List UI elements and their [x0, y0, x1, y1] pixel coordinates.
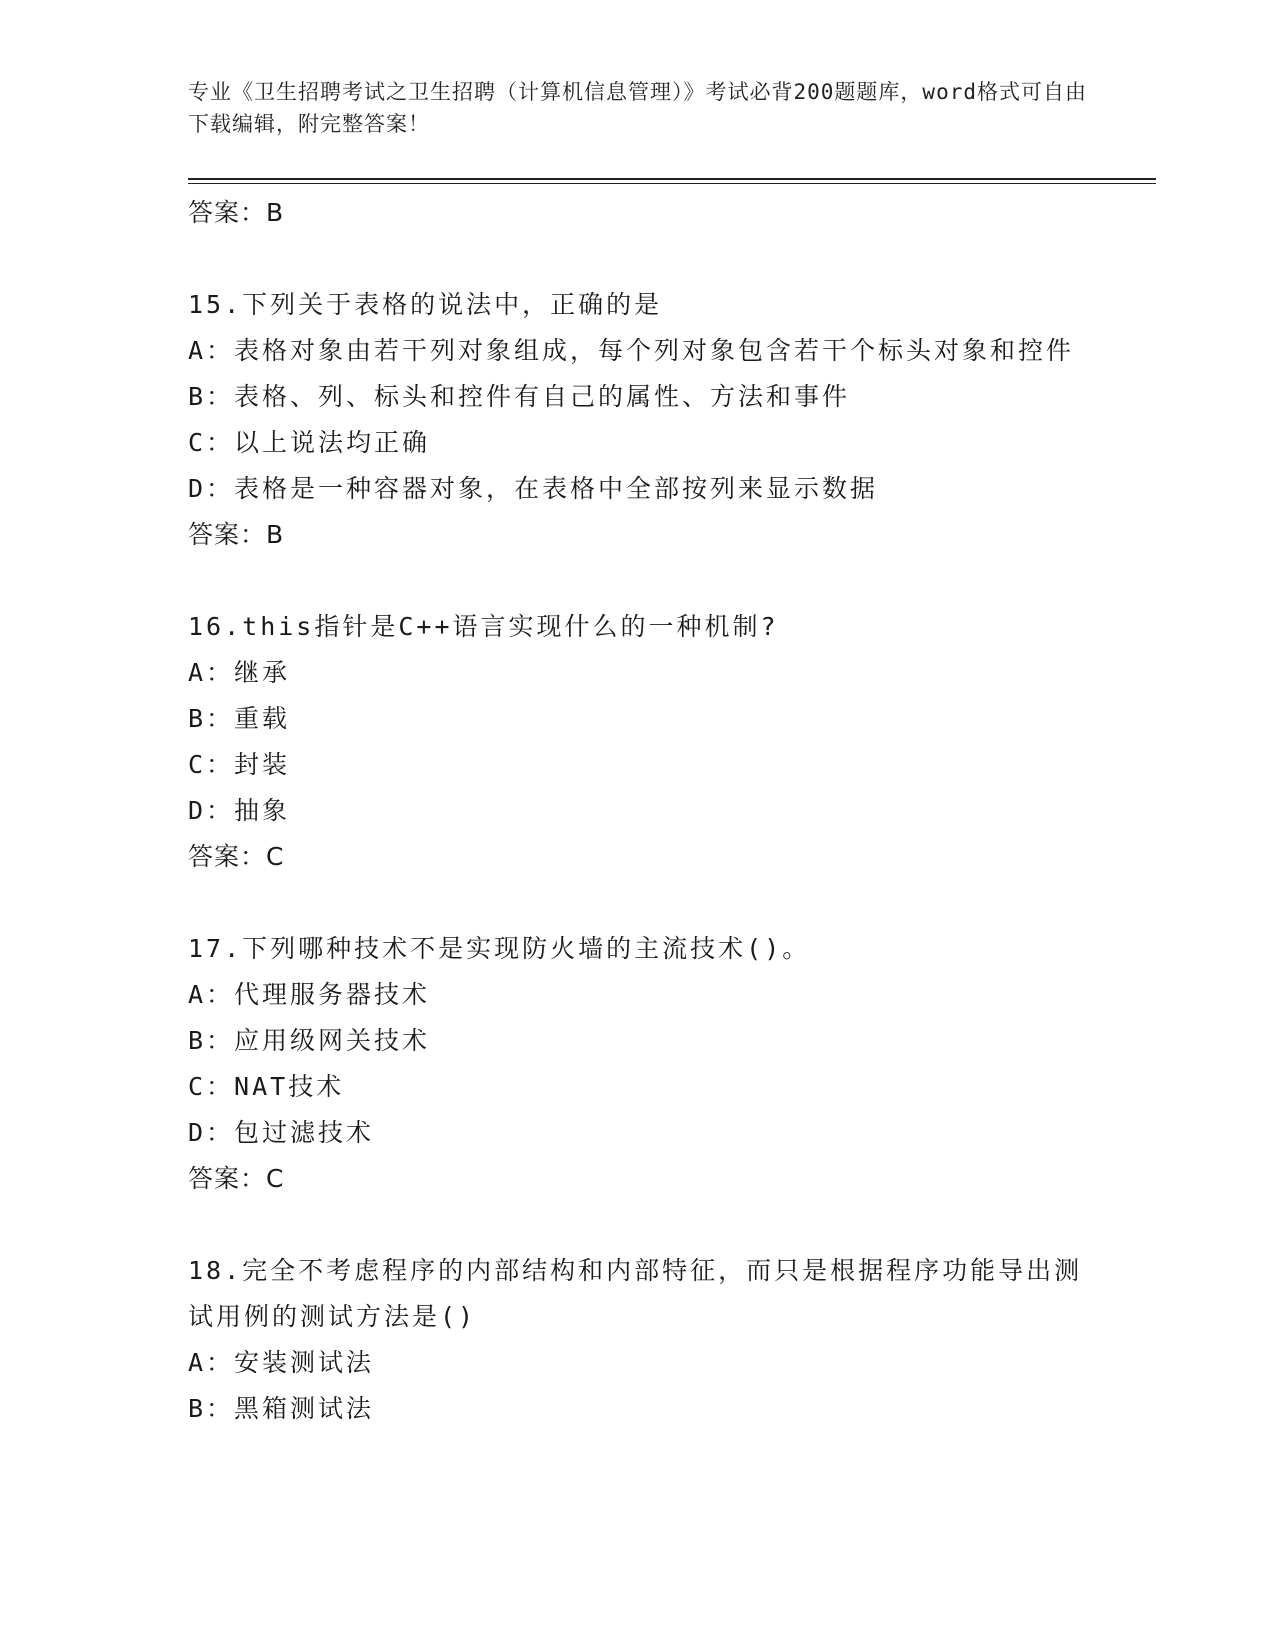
question-stem: 15.下列关于表格的说法中，正确的是 [188, 290, 663, 319]
option-a: A：代理服务器技术 [188, 980, 431, 1009]
answer: 答案：C [188, 842, 285, 871]
spacer [188, 1202, 1088, 1248]
spacer [188, 558, 1088, 604]
answer: 答案：B [188, 520, 285, 549]
document-header: 专业《卫生招聘考试之卫生招聘（计算机信息管理）》考试必背200题题库，word格式可自由下载编辑，附完整答案！ [188, 80, 1087, 136]
option-c: C：以上说法均正确 [188, 428, 431, 457]
answer: 答案：C [188, 1164, 285, 1193]
question-stem: 17.下列哪种技术不是实现防火墙的主流技术()。 [188, 934, 811, 963]
answer-previous: 答案：B [188, 198, 285, 227]
option-c: C：NAT技术 [188, 1072, 345, 1101]
question-17 [188, 926, 1088, 1202]
option-d: D：抽象 [188, 796, 291, 825]
option-b: B：重载 [188, 704, 291, 733]
option-c: C：封装 [188, 750, 291, 779]
option-a: A：表格对象由若干列对象组成，每个列对象包含若干个标头对象和控件 [188, 336, 1075, 365]
header-divider [188, 178, 1156, 180]
option-b: B：表格、列、标头和控件有自己的属性、方法和事件 [188, 382, 851, 411]
question-15 [188, 282, 1088, 558]
option-a: A：继承 [188, 658, 291, 687]
question-list [188, 190, 1088, 1432]
spacer [188, 236, 1088, 282]
question-stem: 16.this指针是C++语言实现什么的一种机制? [188, 612, 779, 641]
option-d: D：表格是一种容器对象，在表格中全部按列来显示数据 [188, 474, 879, 503]
option-d: D：包过滤技术 [188, 1118, 375, 1147]
question-stem: 18.完全不考虑程序的内部结构和内部特征，而只是根据程序功能导出测试用例的测试方法是() [188, 1256, 1083, 1331]
option-b: B：应用级网关技术 [188, 1026, 431, 1055]
option-a: A：安装测试法 [188, 1348, 375, 1377]
option-b: B：黑箱测试法 [188, 1394, 375, 1423]
question-18 [188, 1248, 1088, 1432]
header-divider-thin [188, 183, 1156, 184]
spacer [188, 880, 1088, 926]
question-16 [188, 604, 1088, 880]
